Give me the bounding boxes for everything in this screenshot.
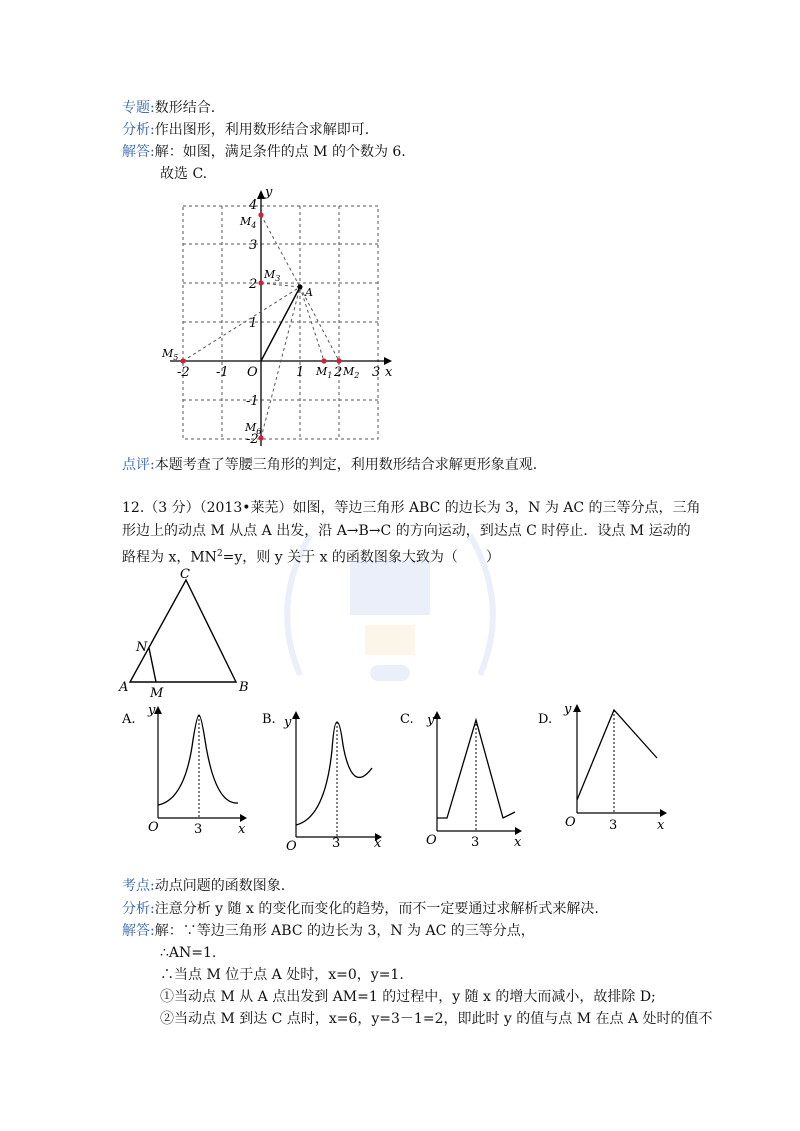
option-C[interactable]	[400, 711, 522, 850]
keypoint-label: 考点:	[122, 878, 155, 894]
choose-line: 故选 C.	[160, 166, 208, 182]
comment-label: 点评:	[122, 457, 155, 473]
point-M4	[258, 212, 263, 217]
analysis-text: 作出图形，利用数形结合求解即可.	[154, 122, 370, 138]
x-label: x	[514, 835, 522, 850]
option-D-label: D.	[538, 712, 553, 727]
tick-3: 3	[332, 836, 341, 850]
label-M6: $M_6$	[245, 421, 262, 436]
analysis2-text: 注意分析 y 随 x 的变化而变化的趋势，而不一定要通过求解析式来解决.	[154, 901, 599, 917]
y-label: y	[427, 713, 435, 728]
y-tick: -2	[246, 432, 259, 447]
x-arrow-icon	[660, 809, 667, 817]
point-M5	[180, 358, 185, 363]
point-A	[298, 285, 303, 290]
point-M3	[258, 280, 263, 285]
x-tick: 1	[296, 365, 305, 380]
x-arrow-icon	[515, 827, 522, 835]
solution-line-2: ∴当点 M 位于点 A 处时，x=0，y=1.	[160, 967, 404, 983]
origin-label: O	[286, 839, 297, 850]
origin-label: O	[565, 815, 576, 830]
curve-D	[577, 710, 657, 800]
tick-3: 3	[194, 822, 203, 837]
analysis-label: 分析:	[122, 122, 155, 138]
origin-label: O	[247, 365, 258, 380]
x-arrow-icon	[240, 814, 247, 822]
option-graphs	[0, 700, 800, 850]
x-arrow-icon	[384, 357, 392, 365]
x-label: x	[657, 818, 665, 833]
segment-OA	[261, 287, 300, 361]
comment-line	[122, 456, 537, 474]
m-labels	[161, 215, 359, 436]
answer-text: 解：如图，满足条件的点 M 的个数为 6.	[154, 144, 406, 160]
analysis2-label: 分析:	[122, 901, 155, 917]
curve-B	[296, 722, 372, 825]
y-label: y	[564, 702, 572, 717]
x-label: x	[374, 836, 382, 850]
x-tick: -2	[177, 365, 190, 380]
tick-3: 3	[471, 835, 480, 850]
keypoint-line	[122, 877, 285, 895]
option-B-label: B.	[262, 712, 276, 727]
triangle-ABC	[130, 580, 236, 682]
analysis2-line	[122, 900, 599, 918]
q12-line1: 12.（3 分）（2013•莱芜）如图，等边三角形 ABC 的边长为 3，N 为 AC 的三等分点，三角	[122, 500, 701, 516]
y-tick: 4	[249, 198, 258, 213]
y-arrow-icon	[257, 190, 265, 199]
curve-A	[158, 715, 238, 805]
option-A[interactable]	[121, 703, 247, 837]
comment-text: 本题考查了等腰三角形的判定，利用数形结合求解更形象直观.	[154, 457, 538, 473]
y-axis-label: y	[265, 185, 273, 200]
x-tick: 3	[372, 365, 381, 380]
triangle-figure	[110, 560, 270, 705]
y-tick: 2	[249, 277, 258, 292]
option-C-label: C.	[400, 712, 414, 727]
origin-label: O	[148, 820, 159, 835]
x-axis-label: x	[385, 365, 393, 380]
solution-line-3: ①当动点 M 从 A 点出发到 AM=1 的过程中，y 随 x 的增大而减小，故排除 D;	[160, 989, 656, 1005]
answer-label: 解答:	[122, 144, 155, 160]
point-M: M	[150, 686, 164, 701]
label-M4: $M_4$	[240, 215, 257, 230]
label-M5: $M_5$	[162, 347, 179, 362]
point-N: N	[136, 640, 148, 655]
coordinate-figure	[0, 0, 800, 470]
option-D[interactable]	[538, 702, 667, 833]
y-tick: 3	[249, 238, 258, 253]
point-M6	[258, 435, 263, 440]
label-M1: $M_1$	[316, 365, 333, 380]
segment-MN	[149, 648, 156, 682]
vertex-A: A	[119, 680, 129, 695]
label-M2: $M_2$	[343, 365, 360, 380]
vertex-B: B	[239, 680, 249, 695]
vertex-C: C	[180, 567, 190, 582]
y-tick: -1	[246, 394, 259, 409]
label-M3: $M_3$	[264, 268, 281, 283]
answer2-label: 解答:	[122, 923, 155, 939]
x-label: x	[238, 822, 246, 837]
y-arrow-icon	[292, 711, 300, 719]
origin-label: O	[426, 833, 437, 848]
topic-text: 数形结合.	[154, 100, 216, 116]
x-tick: -1	[216, 365, 229, 380]
y-label: y	[148, 703, 156, 718]
option-A-label: A.	[122, 712, 136, 727]
answer2-text: 解：∵等边三角形 ABC 的边长为 3，N 为 AC 的三等分点，	[154, 923, 535, 939]
q12-line3: 路程为 x，$MN^2=y$，则 y 关于 x 的函数图象大致为（ ）	[122, 549, 500, 566]
topic-label: 专题:	[122, 100, 155, 116]
q12-line2: 形边上的动点 M 从点 A 出发，沿 A→B→C 的方向运动，到达点 C 时停止．设点 M 运动的	[122, 523, 691, 539]
x-tick: 2	[334, 365, 343, 380]
y-tick: 1	[249, 316, 258, 331]
keypoint-text: 动点问题的函数图象.	[154, 878, 286, 894]
y-label: y	[284, 715, 292, 730]
tick-3: 3	[609, 818, 618, 833]
solution-line-4: ②当动点 M 到达 C 点时，x=6，y=3－1=2，即此时 y 的值与点 M 在点 A 处时的值不	[160, 1011, 713, 1027]
label-A: A	[305, 286, 313, 299]
point-M2	[336, 358, 341, 363]
point-M1	[321, 358, 326, 363]
answer2-line	[122, 922, 535, 940]
solution-line-1: ∴AN=1.	[160, 945, 217, 961]
y-arrow-icon	[573, 704, 581, 712]
option-B[interactable]	[262, 711, 382, 850]
